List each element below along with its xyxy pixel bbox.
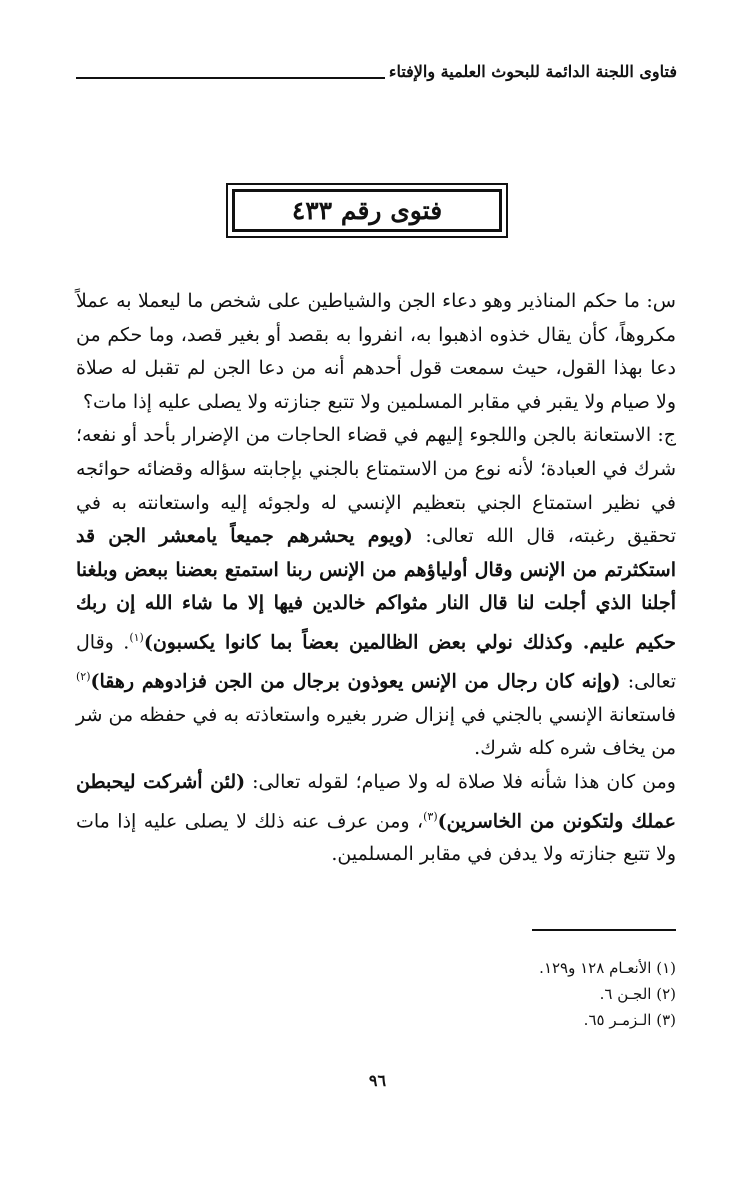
quran-verse-3: (لئن أشركت ليحبطن عملك ولتكونن من الخاسرين) — [76, 770, 676, 832]
fatwa-title: فتوى رقم ٤٣٣ — [291, 196, 443, 225]
footnote-ref-2: (٢) — [76, 669, 91, 683]
quran-verse-1: (ويوم يحشرهم جميعاً يامعشر الجن قد استكثرتم من الإنس وقال أولياؤهم من الإنس ربنا استمتع بعضنا ببعض وبلغنا أجلنا الذي أجلت لنا قال النار مثواكم خالدين فيها إلا ما شاء الله إن ربك حكيم عليم. وكذلك نولي بعض الظالمين بعضاً بما كانوا يكسبون) — [76, 525, 677, 654]
footnote-rule — [532, 929, 676, 931]
footnote-ref-3: (٣) — [423, 809, 438, 823]
ruling-end: ، ومن عرف عنه ذلك لا يصلى عليه إذا مات ولا تتبع جنازته ولا يدفن في مقابر المسلمين. — [76, 809, 676, 866]
question-paragraph: س: ما حكم المناذير وهو دعاء الجن والشياطين على شخص ما ليعملا به عملاً مكروهاً، كأن يقال خذوه اذهبوا به، انفروا به بقصد أو بغير قصد، وما حكم من دعا بهذا القول، حيث سمعت قول أحدهم أنه من دعا الجن لم تقبل له صلاة ولا صيام ولا يقبر في مقابر المسلمين ولا تتبع جنازته ولا يصلى عليه إذا مات؟ — [76, 290, 676, 413]
footnotes — [300, 955, 676, 1033]
header-rule — [76, 77, 385, 79]
page-number: ٩٦ — [368, 1071, 387, 1090]
fatwa-body — [76, 285, 676, 872]
answer-paragraph — [76, 419, 676, 766]
ruling-intro: ومن كان هذا شأنه فلا صلاة له ولا صيام؛ لقوله تعالى: — [252, 770, 676, 793]
quran-verse-2: (وإنه كان رجال من الإنس يعوذون برجال من الجن فزادوهم رهقا) — [90, 670, 621, 693]
running-header-title: فتاوى اللجنة الدائمة للبحوث العلمية والإفتاء — [388, 62, 677, 81]
running-header — [76, 60, 677, 84]
fatwa-title-box — [226, 183, 508, 238]
fatwa-title-frame — [232, 189, 502, 232]
footnote-1: (١) الأنعـام ١٢٨ و١٢٩. — [539, 959, 676, 977]
answer-intro: ج: الاستعانة بالجن واللجوء إليهم في قضاء الحاجات من الإضرار بأحد أو نفعه؛ شرك في العبادة؛ لأنه نوع من الاستمتاع بالجني بإجابته سؤاله وقضائه حوائجه في نظير استمتاع الجني بتعظيم الإنسي له ولجوئه إليه واستعانته به في تحقيق رغبته، قال الله تعالى: — [76, 424, 676, 548]
footnote-3: (٣) الـزمـر ٦٥. — [583, 1011, 676, 1029]
footnote-2: (٢) الجـن ٦. — [599, 985, 676, 1003]
answer-mid-2: فاستعانة الإنسي بالجني في إنزال ضرر بغيره واستعاذته به في حفظه من شر من يخاف شره كله شرك. — [76, 703, 676, 760]
answer-mid-1: . وقال تعالى: — [76, 631, 676, 693]
ruling-paragraph — [76, 766, 676, 872]
footnote-ref-1: (١) — [129, 630, 144, 644]
